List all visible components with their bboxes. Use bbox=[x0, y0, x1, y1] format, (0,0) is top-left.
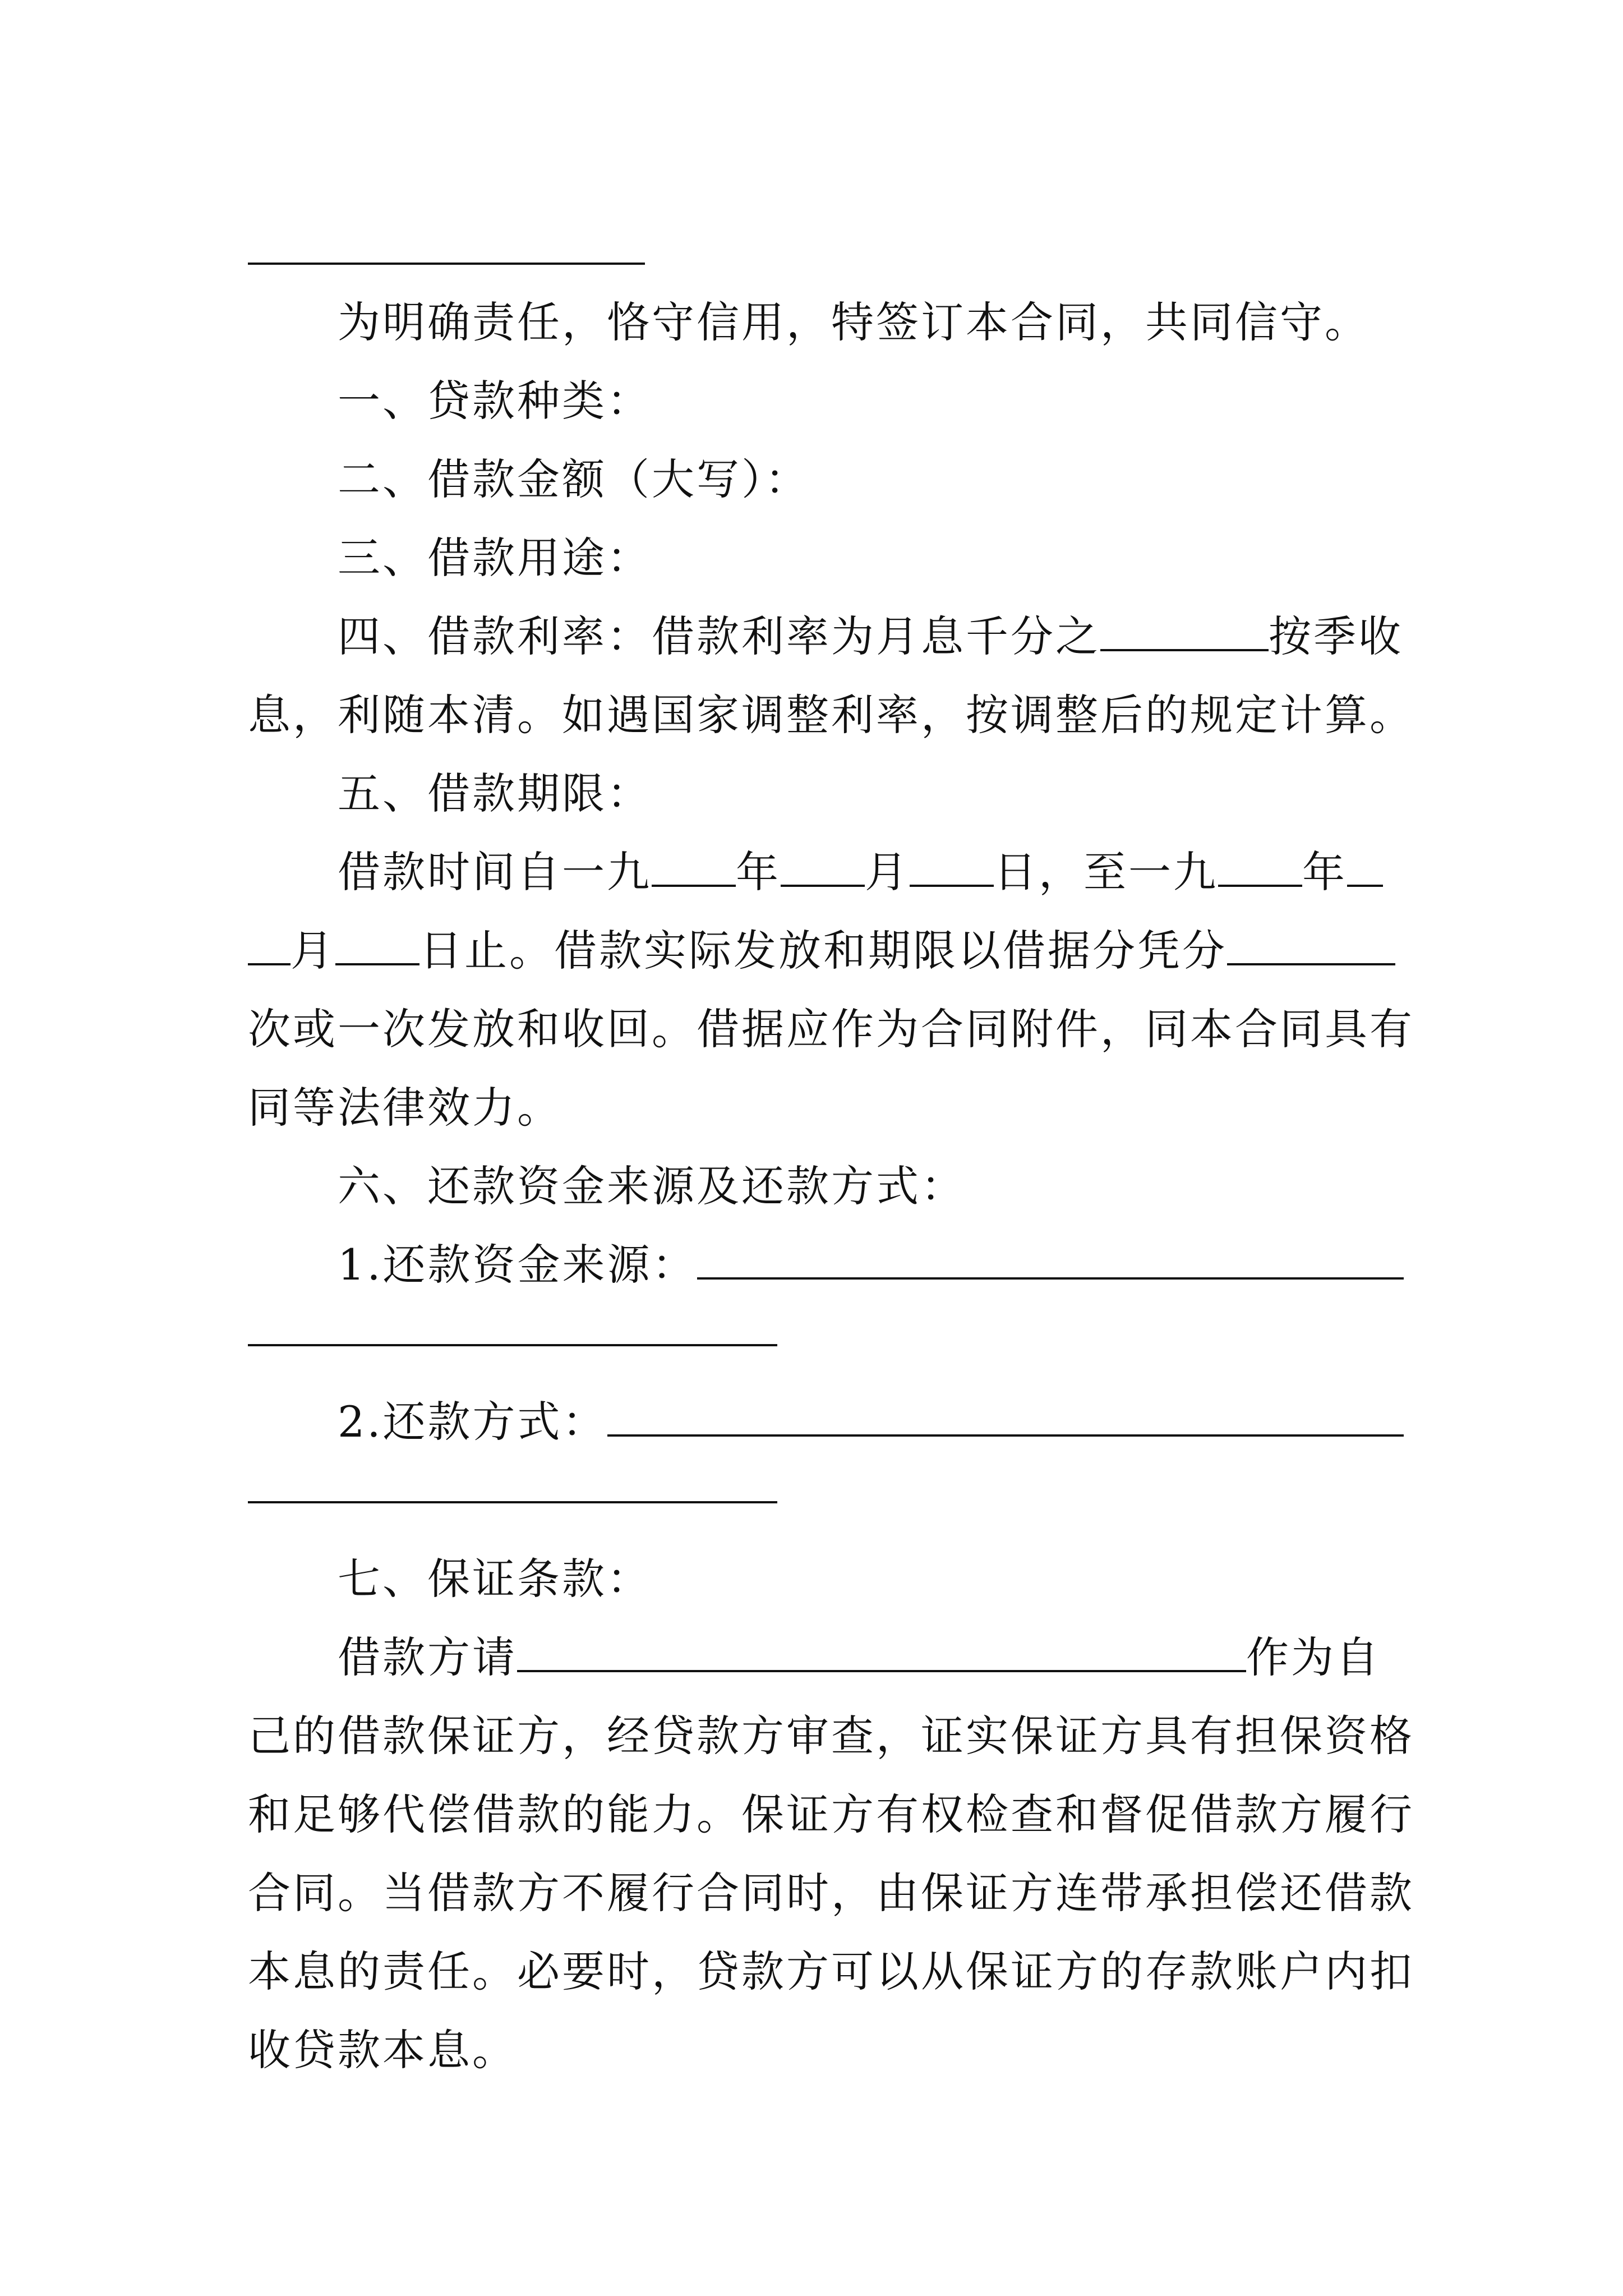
end-month-blank-part2 bbox=[248, 930, 291, 965]
clause-loan-purpose: 三、借款用途： bbox=[338, 533, 652, 583]
loan-term-start-text: 借款时间自一九 bbox=[338, 847, 652, 897]
end-day-blank bbox=[335, 930, 419, 965]
guarantee-line-6: 收贷款本息。 bbox=[248, 2025, 517, 2075]
clause-interest-rate-line-2: 息，利随本清。如遇国家调整利率，按调整后的规定计算。 bbox=[248, 690, 1414, 740]
clause-repayment: 六、还款资金来源及还款方式： bbox=[338, 1161, 966, 1211]
clause-guarantee: 七、保证条款： bbox=[338, 1554, 652, 1604]
interest-rate-text: 四、借款利率：借款利率为月息千分之 bbox=[338, 611, 1100, 661]
interest-rate-blank bbox=[1100, 615, 1269, 651]
start-day-blank bbox=[910, 851, 994, 887]
top-signature-line bbox=[248, 263, 645, 265]
guarantee-line-2: 己的借款保证方，经贷款方审查，证实保证方具有担保资格 bbox=[248, 1711, 1414, 1761]
loan-term-end-text: 日，至一九 bbox=[994, 847, 1218, 897]
clause-interest-rate-line-1 bbox=[338, 603, 1403, 670]
clause-loan-type: 一、贷款种类： bbox=[338, 376, 652, 426]
loan-term-line-2 bbox=[248, 917, 1398, 984]
loan-term-line-4: 同等法律效力。 bbox=[248, 1083, 562, 1133]
repayment-method-line bbox=[338, 1388, 1398, 1456]
clause-loan-term: 五、借款期限： bbox=[338, 769, 652, 818]
start-month-blank bbox=[781, 851, 865, 887]
repayment-source-line bbox=[338, 1231, 1398, 1299]
year-label-2: 年 bbox=[1302, 847, 1347, 897]
end-year-blank bbox=[1218, 851, 1302, 887]
repayment-source-continuation-line bbox=[248, 1344, 777, 1346]
guarantee-line-1 bbox=[338, 1624, 1398, 1691]
guarantee-line-4: 合同。当借款方不履行合同时，由保证方连带承担偿还借款 bbox=[248, 1868, 1414, 1918]
loan-term-line-3: 次或一次发放和收回。借据应作为合同附件，同本合同具有 bbox=[248, 1004, 1414, 1054]
month-label: 月 bbox=[865, 847, 910, 897]
guarantee-tail-text: 作为自 bbox=[1246, 1632, 1381, 1682]
month-label-2: 月 bbox=[291, 926, 335, 976]
disbursement-count-blank bbox=[1227, 930, 1395, 965]
guarantor-name-blank bbox=[517, 1636, 1246, 1672]
intro-paragraph: 为明确责任，恪守信用，特签订本合同，共同信守。 bbox=[338, 297, 1370, 347]
repayment-method-label: 2.还款方式： bbox=[338, 1397, 607, 1447]
guarantee-lead-text: 借款方请 bbox=[338, 1632, 517, 1682]
year-label: 年 bbox=[736, 847, 781, 897]
repayment-source-label: 1.还款资金来源： bbox=[338, 1240, 697, 1290]
start-year-blank bbox=[652, 851, 736, 887]
loan-term-disbursement-text: 日止。借款实际发放和期限以借据分凭分 bbox=[419, 926, 1227, 976]
guarantee-line-3: 和足够代偿借款的能力。保证方有权检查和督促借款方履行 bbox=[248, 1789, 1414, 1839]
interest-rate-tail: 按季收 bbox=[1269, 611, 1403, 661]
repayment-method-blank bbox=[607, 1401, 1404, 1437]
end-month-blank-part1 bbox=[1347, 851, 1383, 887]
repayment-source-blank bbox=[697, 1244, 1404, 1280]
guarantee-line-5: 本息的责任。必要时，贷款方可以从保证方的存款账户内扣 bbox=[248, 1947, 1414, 1996]
loan-term-line-1 bbox=[338, 839, 1398, 906]
repayment-method-continuation-line bbox=[248, 1501, 777, 1503]
clause-loan-amount: 二、借款金额（大写）： bbox=[338, 454, 810, 504]
